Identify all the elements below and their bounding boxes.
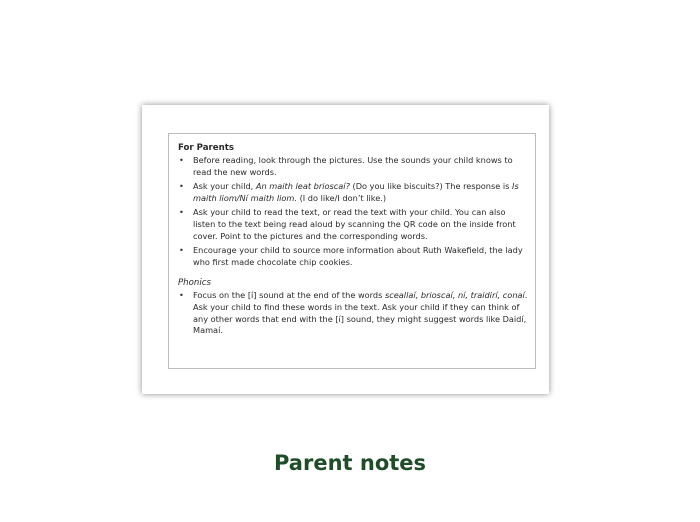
for-parents-heading: For Parents: [178, 143, 234, 153]
phonics-list: [178, 290, 528, 336]
list-item: [178, 155, 528, 178]
list-item-text: Is maith liom/Ní maith liom.: [193, 181, 519, 203]
phonics-heading: Phonics: [178, 278, 211, 289]
for-parents-list: [178, 155, 528, 268]
page-caption: Parent notes: [273, 451, 427, 475]
list-item: [178, 181, 528, 204]
bullet-marker: •: [179, 245, 184, 256]
list-item-text: (Do you like biscuits?) The response is: [349, 181, 513, 192]
list-item-text: Encourage your child to source more information about Ruth Wakefield, the lady who first made chocolate chip cookies.: [193, 245, 523, 267]
parent-notes-card: [142, 105, 549, 394]
list-item-text: Ask your child,: [193, 181, 256, 192]
bullet-marker: •: [179, 155, 184, 165]
list-item: [178, 290, 528, 336]
list-item: [178, 207, 528, 242]
notes-box: [168, 133, 536, 369]
list-item-text: (I do like/I don’t like.): [296, 192, 387, 203]
list-item-text: Before reading, look through the pictures. Use the sounds your child knows to read the new words.: [193, 155, 513, 177]
bullet-marker: •: [179, 207, 184, 218]
list-item-text: Focus on the [í] sound at the end of the words: [193, 290, 385, 301]
bullet-marker: •: [179, 181, 184, 192]
list-item-text: . Ask your child to find these words in the text. Ask your child if they can think of any other words that end with the [í] sound, they might suggest words like Daidí, Mamaí.: [193, 290, 528, 336]
list-item: [178, 245, 528, 268]
list-item-text: An maith leat brioscaí?: [255, 181, 350, 192]
list-item-text: Ask your child to read the text, or read the text with your child. You can also listen to the text being read aloud by scanning the QR code on the inside front cover. Point to the pictures and the corresponding words.: [193, 207, 516, 241]
list-item-text: sceallaí, brioscaí, ní, traidirí, conaí: [384, 290, 525, 301]
bullet-marker: •: [179, 290, 184, 301]
